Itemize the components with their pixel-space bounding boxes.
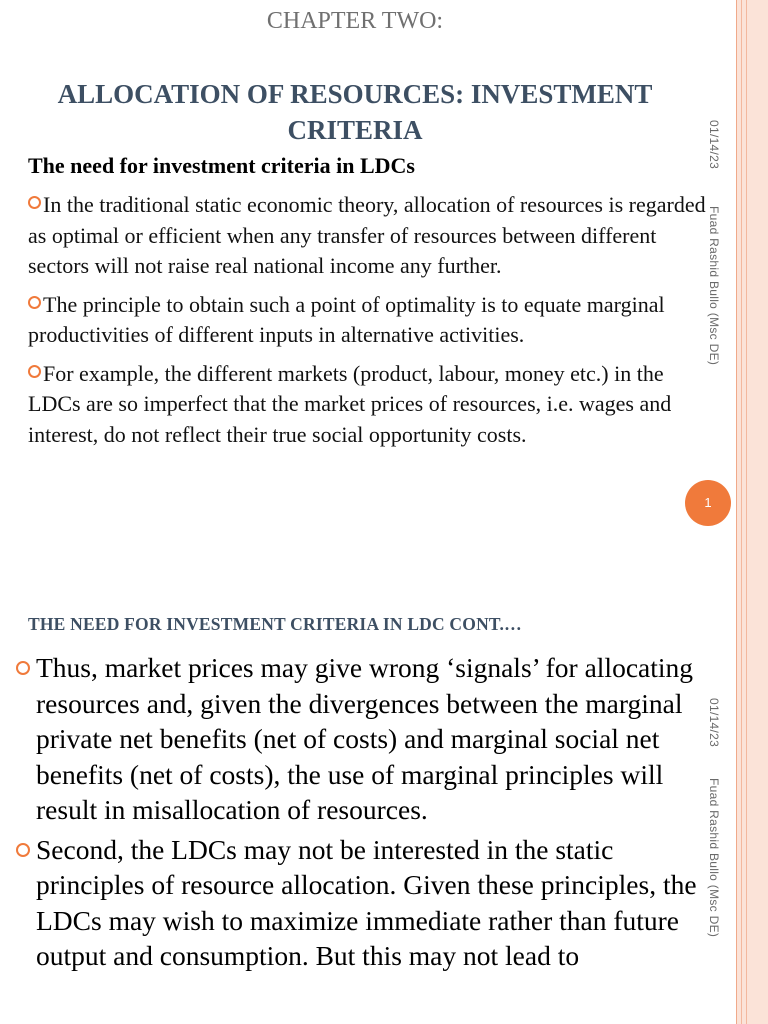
bullet-text: For example, the different markets (product, labour, money etc.) in the LDCs are so imperfect that the market prices of resources, i.e. wages and interest, do not reflect their true social opportunity costs. (28, 360, 672, 447)
bullet-icon (28, 196, 41, 209)
bullet-item (16, 832, 712, 974)
side-author: Fuad Rashid Bullo (Msc DE) (707, 206, 721, 366)
right-border-decoration (736, 0, 768, 578)
side-date: 01/14/23 (707, 120, 721, 170)
subheading: The need for investment criteria in LDCs (28, 153, 415, 178)
side-date: 01/14/23 (707, 698, 721, 748)
page-number-badge: 1 (685, 480, 731, 526)
bullet-text: Thus, market prices may give wrong ‘signals’ for allocating resources and, given the divergences between the marginal private net benefits (net of costs) and marginal social net benefits (net of costs), the use of marginal principles will result in misallocation of resources. (36, 652, 694, 825)
bullet-text: Second, the LDCs may not be interested in the static principles of resource allocation. Given these principles, the LDCs may wish to maximize immediate rather than future output and consumption. But this may not lead to (36, 833, 697, 971)
bullet-text: The principle to obtain such a point of optimality is to equate marginal productivities of different inputs in alternative activities. (28, 291, 665, 347)
slide-title (20, 76, 690, 148)
title-line-2: CRITERIA (287, 115, 423, 145)
bullet-list (16, 650, 712, 978)
chapter-label: CHAPTER TWO: (266, 8, 444, 34)
bullet-icon (16, 843, 30, 857)
bullet-text: In the traditional static economic theory, allocation of resources is regarded as optimal or efficient when any transfer of resources between different sectors will not raise real national income any further. (28, 192, 706, 278)
right-border-decoration (736, 578, 768, 1024)
bullet-item (28, 359, 710, 451)
bullet-item (16, 650, 712, 828)
bullet-icon (28, 296, 41, 309)
side-author: Fuad Rashid Bullo (Msc DE) (707, 778, 721, 938)
slide-2 (0, 578, 768, 1024)
title-line-1: ALLOCATION OF RESOURCES: INVESTMENT (57, 79, 653, 109)
bullet-icon (28, 365, 41, 378)
bullet-list (28, 190, 710, 458)
bullet-icon (16, 661, 30, 675)
bullet-item (28, 290, 710, 351)
bullet-item (28, 190, 710, 282)
slide-heading: THE NEED FOR INVESTMENT CRITERIA IN LDC CONT.… (28, 614, 522, 634)
